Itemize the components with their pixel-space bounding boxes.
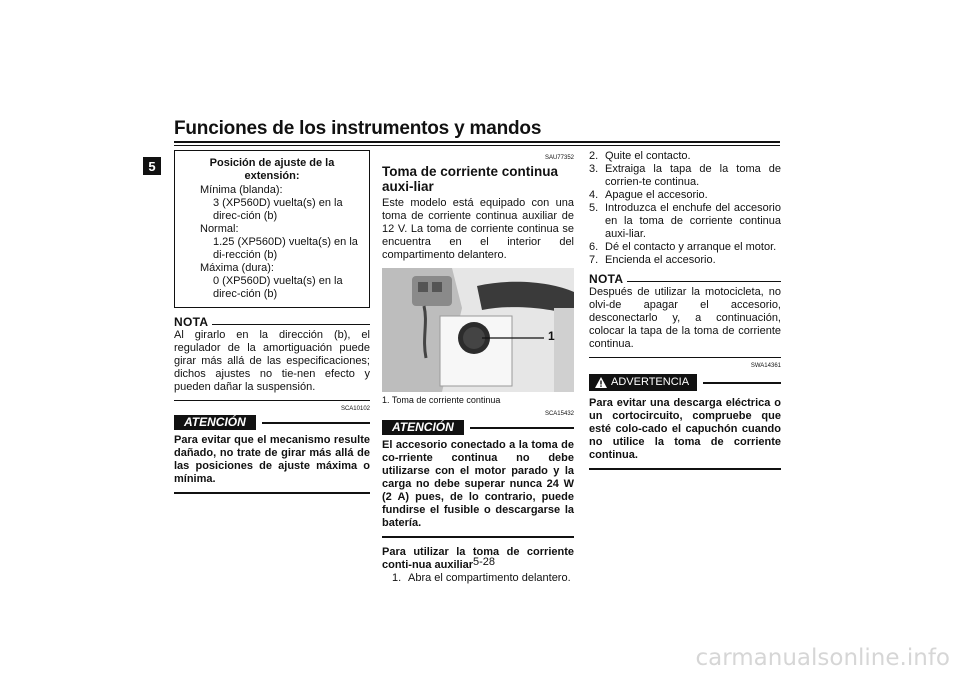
- spec-value: 0 (XP560D) vuelta(s) en la direc-ción (b): [213, 275, 343, 300]
- spec-label: Mínima (blanda):: [200, 184, 283, 196]
- list-item: 5. Introduzca el enchufe del accesorio en la toma de corriente continua auxi-liar.: [589, 202, 781, 240]
- ref-code: SWA14361: [750, 363, 781, 369]
- list-item: 1. Abra el compartimento delantero.: [392, 572, 571, 584]
- procedure-heading: Para utilizar la toma de corriente conti-nua auxiliar: [382, 546, 574, 571]
- atencion-text: El accesorio conectado a la toma de co-rriente continua no debe utilizarse con el motor parado y la carga no debe superar nunca 24 W (2 A) pues, de lo contrario, puede fundirse el fusible o descargarse la batería.: [382, 439, 574, 529]
- intro-text: Este modelo está equipado con una toma de corriente continua auxiliar de 12 V. La toma de corriente continua se encuentra en el interior del compartimento delantero.: [382, 197, 574, 261]
- column-right: [589, 150, 781, 474]
- nota-heading: [174, 316, 370, 329]
- spec-label: Máxima (dura):: [200, 262, 274, 274]
- spec-label: Normal:: [200, 223, 239, 235]
- spec-box: [174, 150, 370, 308]
- procedure-list-continued: [589, 150, 781, 267]
- divider: [174, 400, 370, 401]
- spec-value: 1.25 (XP560D) vuelta(s) en la di-rección (b): [213, 236, 358, 261]
- figure-caption: 1. Toma de corriente continua: [382, 395, 501, 405]
- divider: [589, 357, 781, 358]
- spec-value: 3 (XP560D) vuelta(s) en la direc-ción (b): [213, 197, 343, 222]
- spec-title: Posición de ajuste de la extensión:: [209, 157, 335, 182]
- header-rule-thin: [174, 145, 780, 146]
- warning-text: Para evitar una descarga eléctrica o un cortocircuito, compruebe que esté colo-cado el capuchón cuando no utilice la toma de corriente continua.: [589, 397, 781, 461]
- column-middle: [382, 150, 574, 585]
- dc-socket-illustration: [382, 268, 574, 392]
- page-number: 5-28: [472, 556, 496, 568]
- nota-text: Después de utilizar la motocicleta, no olvi-de apagar el accesorio, desconectarlo y, a continuación, colocar la tapa de la toma de corriente continua.: [589, 286, 781, 350]
- warning-badge: [589, 374, 697, 391]
- column-left: [174, 150, 370, 498]
- nota-label: NOTA: [174, 315, 209, 329]
- divider: [589, 468, 781, 470]
- dc-socket-photo: [382, 268, 574, 392]
- nota-text: Al girarlo en la dirección (b), el regulador de la amortiguación puede girar más allá de las especificaciones; dichos ajustes no tie-nen efecto y pueden dañar la suspensión.: [174, 329, 370, 393]
- warning-triangle-icon: [595, 377, 607, 388]
- watermark: carmanualsonline.info: [695, 645, 950, 671]
- list-item: 7. Encienda el accesorio.: [589, 254, 716, 266]
- atencion-label: ATENCIÓN: [174, 415, 256, 430]
- list-item: 4. Apague el accesorio.: [589, 189, 708, 201]
- list-item: 3. Extraiga la tapa de la toma de corrien-te continua.: [589, 163, 781, 188]
- procedure-list: [382, 572, 574, 585]
- atencion-text: Para evitar que el mecanismo resulte dañado, no trate de girar más allá de las posiciones de ajuste máxima o mínima.: [174, 434, 370, 485]
- warning-heading: [589, 374, 781, 391]
- nota-label: NOTA: [589, 272, 624, 286]
- atencion-heading: [382, 420, 574, 435]
- callout-number: 1: [548, 329, 555, 343]
- header-rule: [174, 141, 780, 143]
- list-item: 6. Dé el contacto y arranque el motor.: [589, 241, 777, 253]
- chapter-tab: 5: [143, 157, 161, 175]
- ref-code: SCA15432: [544, 411, 574, 417]
- warning-label: ADVERTENCIA: [611, 376, 690, 388]
- atencion-heading: [174, 415, 370, 430]
- list-item: 2. Quite el contacto.: [589, 150, 691, 162]
- ref-code: SCA10102: [340, 406, 370, 412]
- section-title: Toma de corriente continua auxi-liar: [382, 164, 559, 194]
- divider: [174, 492, 370, 494]
- ref-code: SAU77352: [544, 155, 574, 161]
- page-title: Funciones de los instrumentos y mandos: [174, 118, 542, 139]
- atencion-label: ATENCIÓN: [382, 420, 464, 435]
- divider: [382, 536, 574, 538]
- nota-heading: [589, 273, 781, 286]
